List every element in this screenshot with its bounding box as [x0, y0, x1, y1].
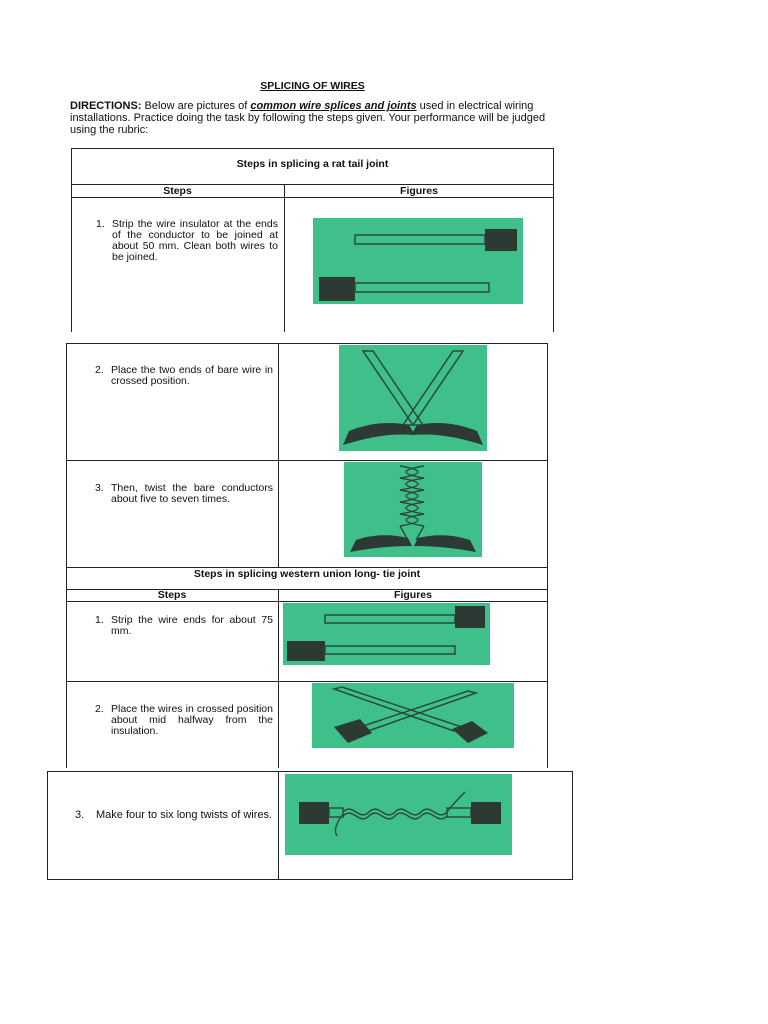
rat-tail-col-figures: Figures	[400, 185, 438, 197]
rat-tail-col-steps: Steps	[163, 185, 192, 197]
directions-text-1: Below are pictures of	[141, 100, 251, 112]
rat-tail-section-title: Steps in splicing a rat tail joint	[236, 158, 389, 170]
step-text: Place the wires in crossed position about mid halfway from the insulation.	[111, 703, 273, 737]
rat-tail-step-3	[95, 482, 273, 505]
western-union-section-title: Steps in splicing western union long- tie joint	[193, 568, 421, 580]
step-number: 2.	[95, 703, 104, 715]
step-number: 3.	[95, 482, 104, 494]
directions-emphasis: common wire splices and joints	[250, 100, 417, 112]
figure-long-twist-joint	[285, 774, 512, 855]
figure-parallel-stripped-wires	[313, 218, 523, 304]
page-title: SPLICING OF WIRES	[260, 80, 365, 92]
western-union-col-figures: Figures	[394, 589, 432, 601]
rat-tail-step-2	[95, 364, 273, 387]
step-text: Strip the wire insulator at the ends of the conductor to be joined at about 50 mm. Clean both wires to be joined.	[112, 218, 278, 263]
directions-text-2: used in electrical wiring installations. Practice doing the task by following the steps given. Your performance will be judged using the rubric:	[70, 100, 546, 136]
step-text: Then, twist the bare conductors about five to seven times.	[111, 482, 273, 505]
figure-parallel-stripped-wires-long	[283, 603, 490, 665]
western-union-step-3	[75, 809, 274, 821]
western-union-col-steps: Steps	[157, 589, 187, 601]
directions-paragraph	[70, 100, 550, 136]
step-text: Place the two ends of bare wire in crossed position.	[111, 364, 273, 387]
figure-x-crossed-wires	[312, 683, 514, 748]
step-number: 1.	[95, 614, 104, 626]
western-union-step-2	[95, 703, 273, 737]
directions-label: DIRECTIONS:	[70, 100, 142, 112]
step-text: Strip the wire ends for about 75 mm.	[111, 614, 273, 637]
step-number: 1.	[96, 218, 105, 230]
figure-crossed-wires	[339, 345, 487, 451]
rat-tail-step-1	[96, 218, 278, 263]
figure-twisted-wires	[344, 462, 482, 557]
step-number: 2.	[95, 364, 104, 376]
step-number: 3.	[75, 809, 85, 821]
western-union-step-1	[95, 614, 273, 637]
step-text: Make four to six long twists of wires.	[96, 809, 273, 821]
